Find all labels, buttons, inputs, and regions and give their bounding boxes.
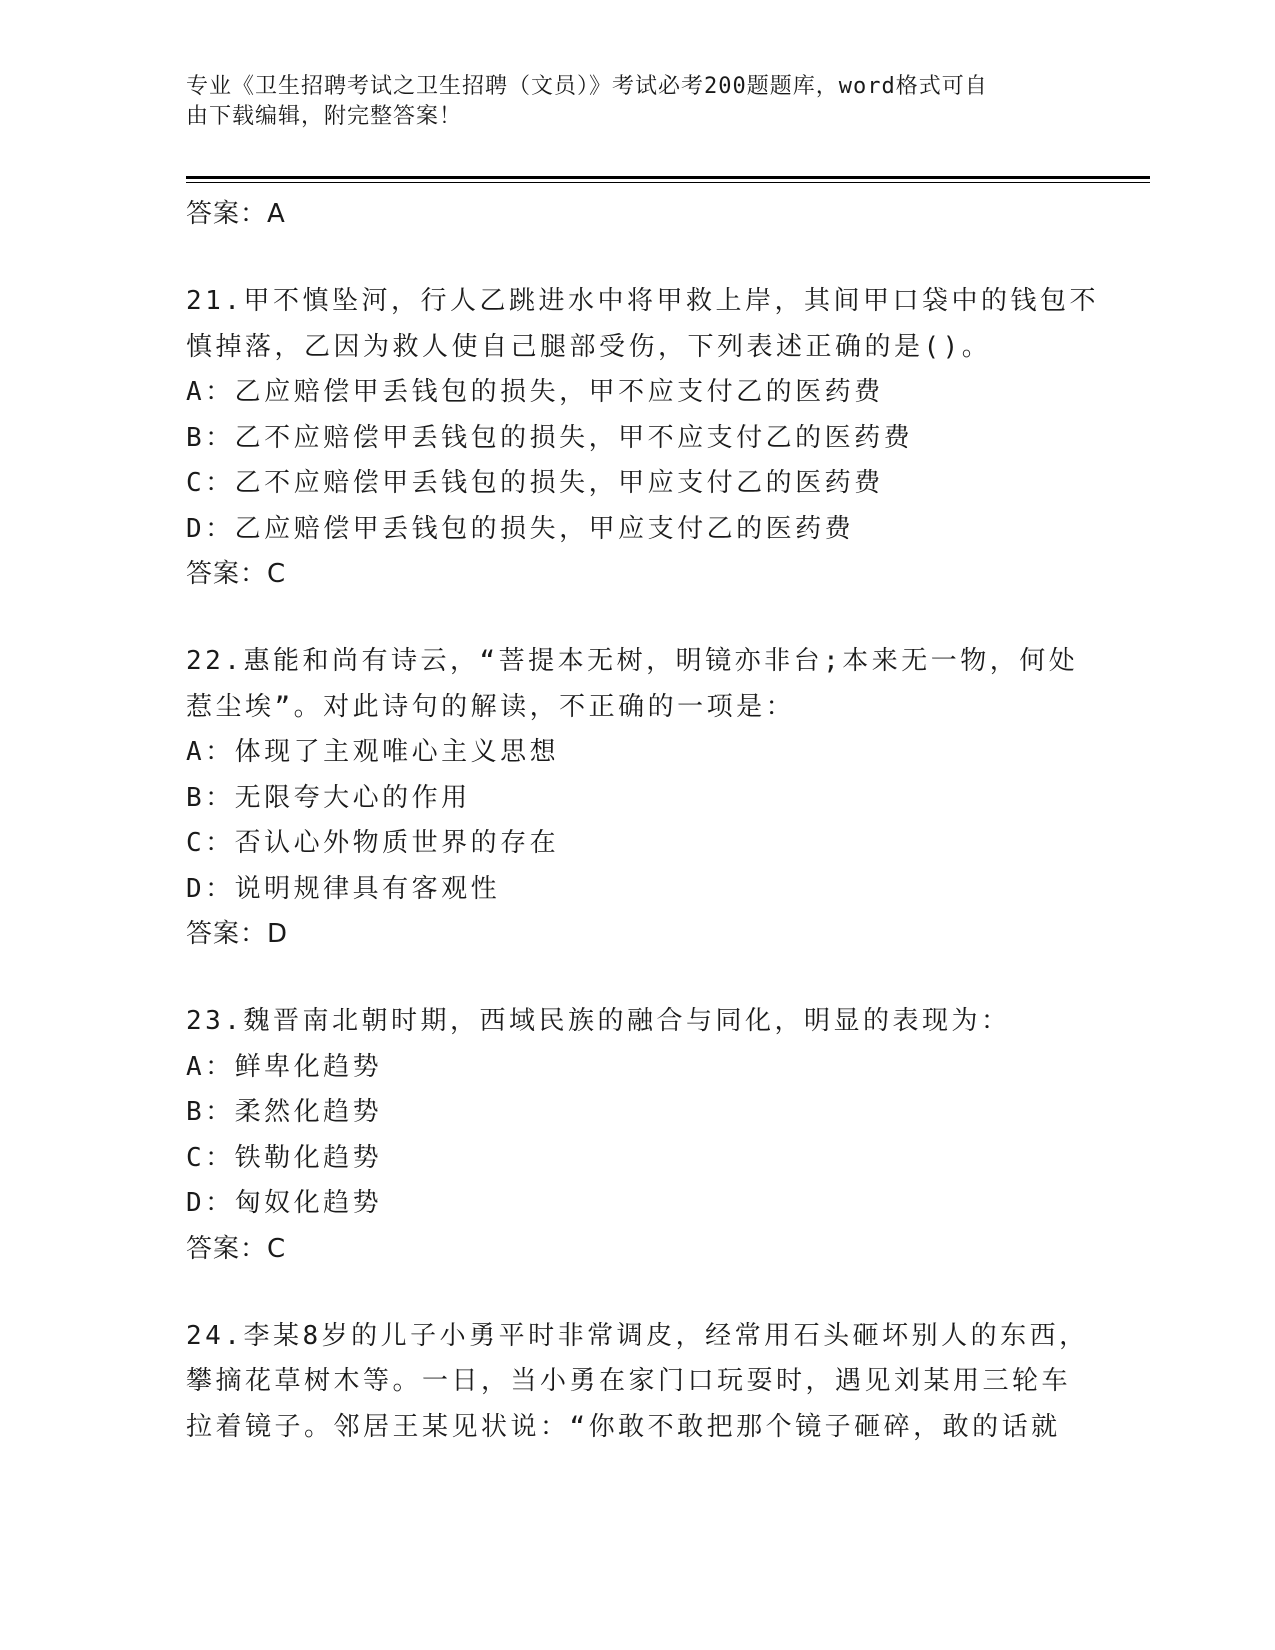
question-content [186, 192, 1099, 1450]
question-23-option-b: B：柔然化趋势 [186, 1097, 383, 1127]
question-21-option-a: A：乙应赔偿甲丢钱包的损失，甲不应支付乙的医药费 [186, 377, 884, 407]
header-line-1: 专业《卫生招聘考试之卫生招聘（文员）》考试必考200题题库，word格式可自 [186, 74, 988, 99]
question-21-option-d: D：乙应赔偿甲丢钱包的损失，甲应支付乙的医药费 [186, 513, 855, 544]
question-22-text-2: 惹尘埃”。对此诗句的解读，不正确的一项是： [186, 691, 796, 722]
question-23-option-c: C：铁勒化趋势 [186, 1142, 383, 1173]
question-22-option-b: B：无限夸大心的作用 [186, 782, 471, 813]
question-21-text-2: 慎掉落，乙因为救人使自己腿部受伤，下列表述正确的是()。 [186, 331, 992, 362]
question-21-option-b: B：乙不应赔偿甲丢钱包的损失，甲不应支付乙的医药费 [186, 422, 914, 453]
header-line-2: 由下载编辑，附完整答案！ [186, 104, 463, 129]
question-24-text-3: 拉着镜子。邻居王某见状说：“你敢不敢把那个镜子砸碎，敢的话就 [186, 1411, 1061, 1442]
question-22-answer: 答案：D [186, 919, 289, 949]
question-21-answer: 答案：C [186, 559, 287, 589]
question-23-option-d: D：匈奴化趋势 [186, 1188, 383, 1218]
question-22 [186, 639, 1086, 957]
question-21-option-c: C：乙不应赔偿甲丢钱包的损失，甲应支付乙的医药费 [186, 468, 884, 498]
question-22-option-a: A：体现了主观唯心主义思想 [186, 737, 560, 767]
header-divider-thin [186, 182, 1150, 183]
question-23-text-1: 23.魏晋南北朝时期，西域民族的融合与同化，明显的表现为： [186, 1006, 1011, 1036]
header-divider-thick [186, 176, 1150, 179]
document-header [186, 72, 1066, 132]
question-24-text-1: 24.李某8岁的儿子小勇平时非常调皮，经常用石头砸坏别人的东西， [186, 1320, 1089, 1351]
answer-previous: 答案：A [186, 199, 286, 229]
question-21-text-1: 21.甲不慎坠河，行人乙跳进水中将甲救上岸，其间甲口袋中的钱包不 [186, 286, 1099, 316]
question-23-option-a: A：鲜卑化趋势 [186, 1051, 383, 1082]
question-24-text-2: 攀摘花草树木等。一日，当小勇在家门口玩耍时，遇见刘某用三轮车 [186, 1366, 1072, 1396]
question-24 [186, 1314, 1089, 1451]
question-21 [186, 279, 1099, 597]
question-22-option-c: C：否认心外物质世界的存在 [186, 828, 560, 858]
question-22-option-d: D：说明规律具有客观性 [186, 873, 501, 904]
question-23-answer: 答案：C [186, 1233, 287, 1264]
question-23 [186, 999, 1086, 1272]
question-22-text-1: 22.惠能和尚有诗云，“菩提本无树，明镜亦非台;本来无一物，何处 [186, 646, 1079, 676]
